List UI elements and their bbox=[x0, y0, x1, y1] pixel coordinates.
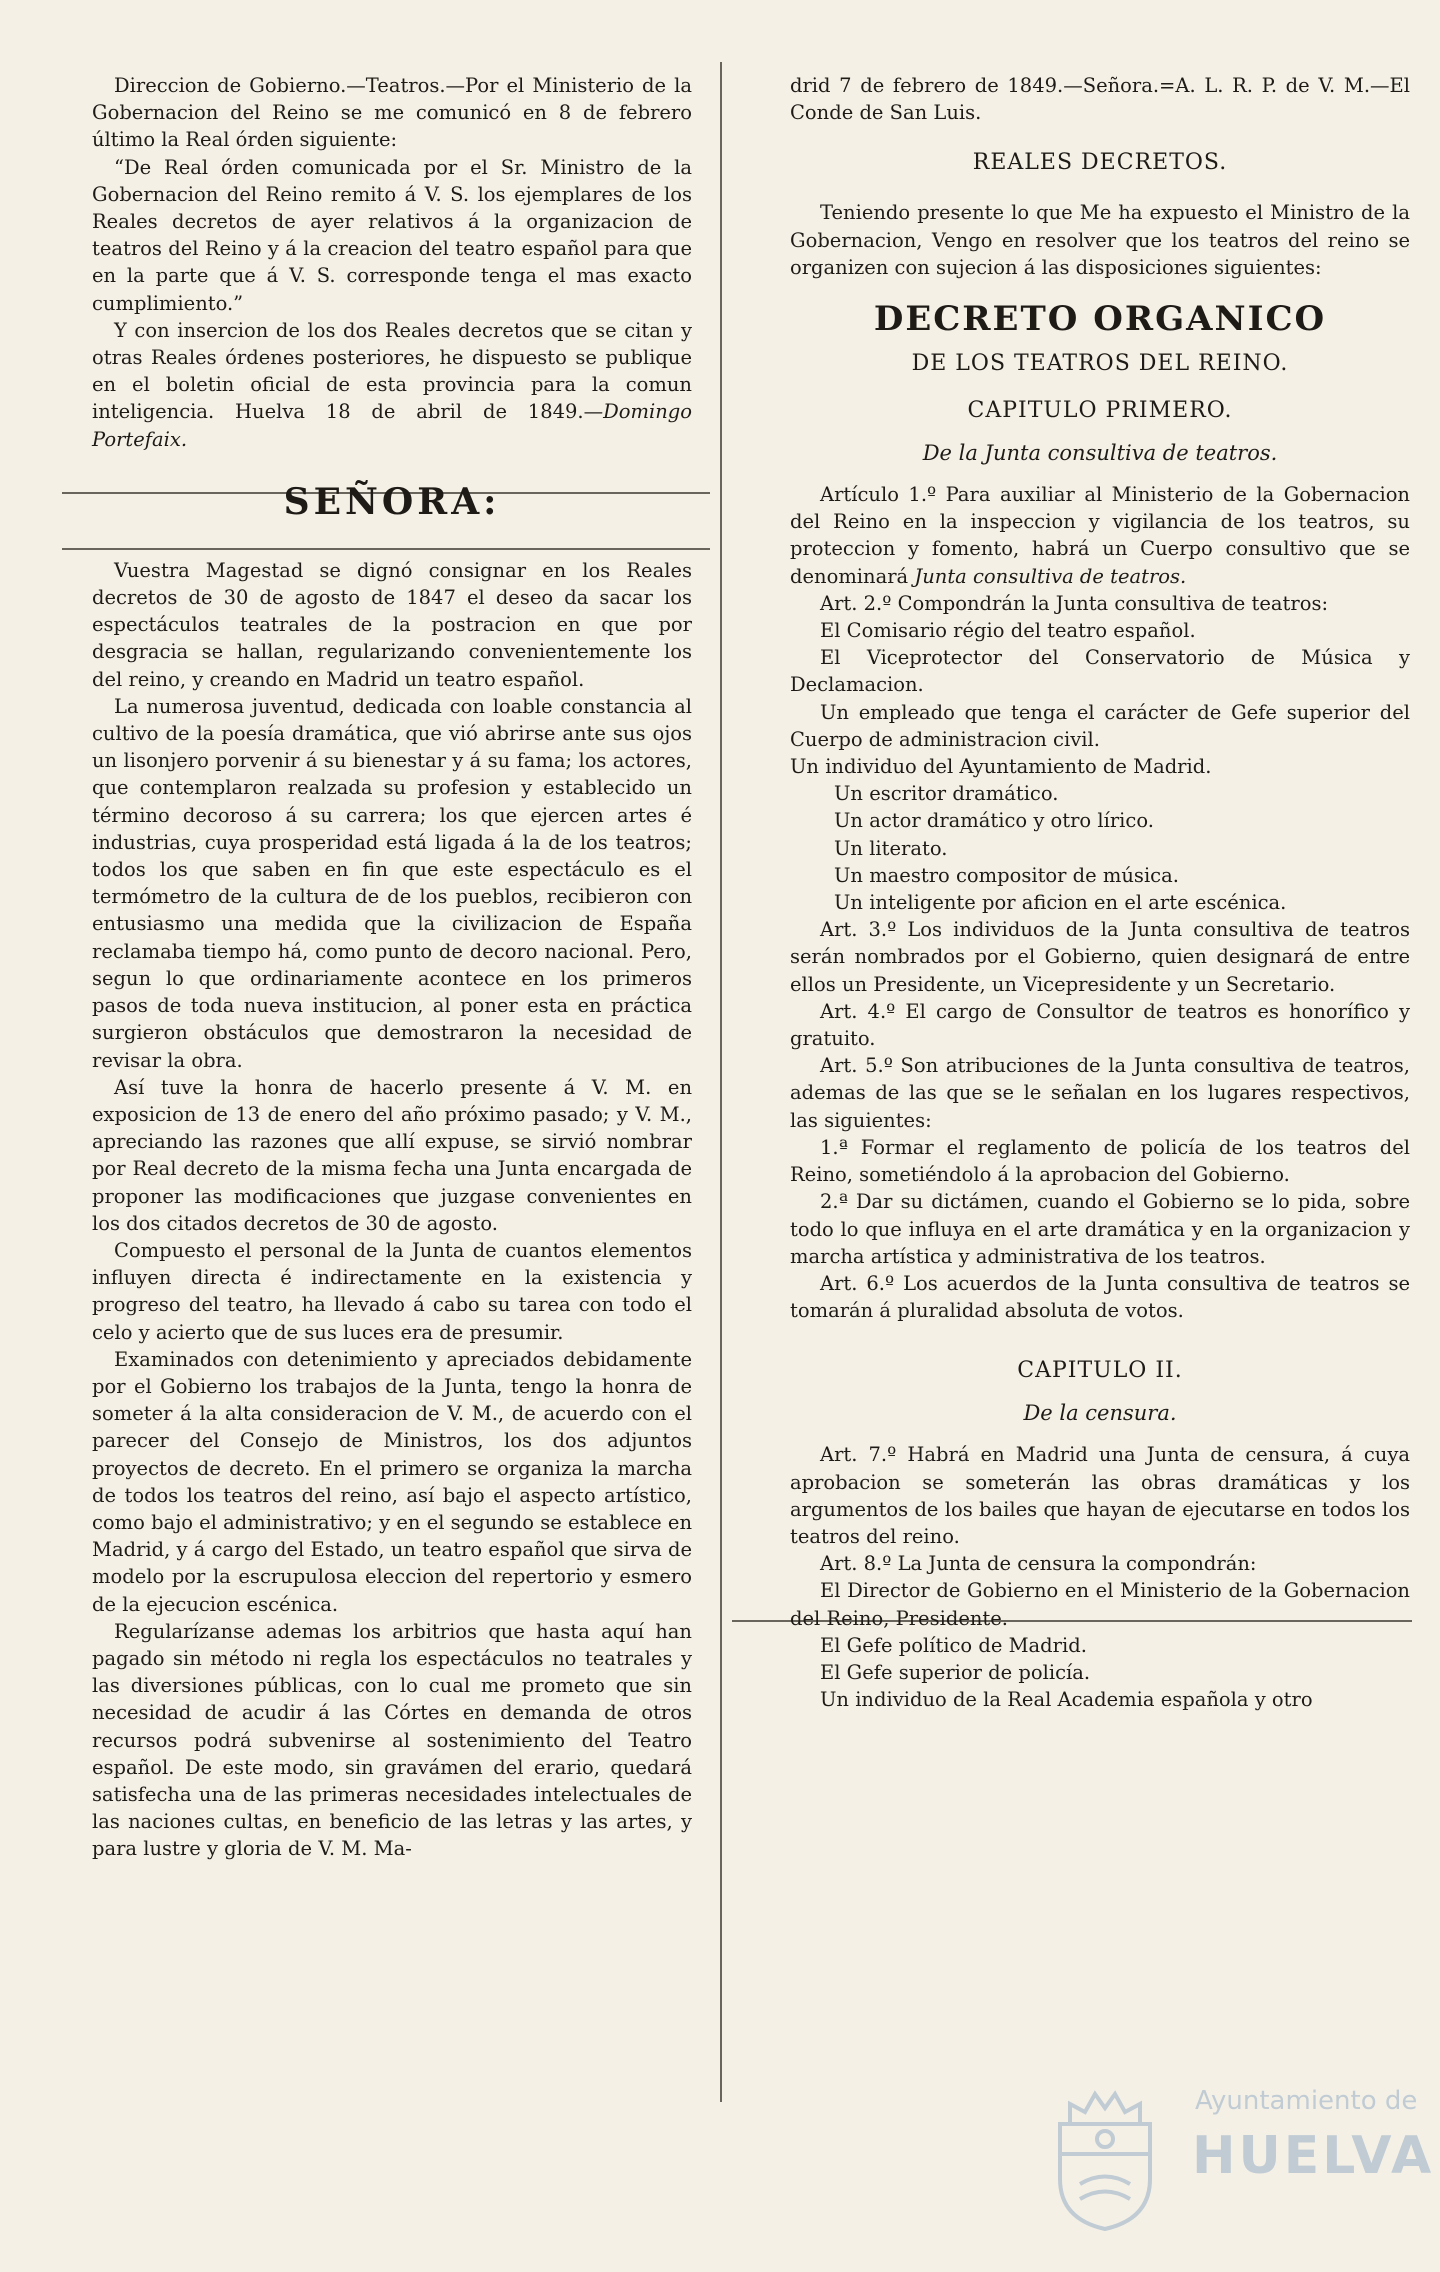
capitulo-ii-heading: CAPITULO II. bbox=[1017, 1358, 1183, 1384]
teniendo-paragraph: Teniendo presente lo que Me ha expuesto el Ministro de la Gobernacion, Vengo en resolver que los teatros del reino se organizen con sujecion á las disposiciones siguientes: bbox=[790, 201, 1410, 279]
paragraph-2: La numerosa juventud, dedicada con loable constancia al cultivo de la poesía dramática, que vió abrirse ante sus ojos un lisonjero porvenir á su bienestar y á su fama; los actores, que contemplaron realzada su profesion y establecido un término decoroso á su carrera; los que ejercen artes é industrias, cuya prosperidad está ligada á la de los teatros; todos los que saben en fin que este espectáculo es el termómetro de la cultura de de los pueblos, recibieron con entusiasmo una medida que la civilizacion de España reclamaba tiempo há, como punto de decoro nacional. Pero, segun lo que ordinariamente acontece en los primeros pasos de toda nueva institucion, al poner esta en práctica surgieron obstáculos que demostraron la necesidad de revisar la obra. bbox=[92, 694, 692, 1072]
article-4: Art. 4.º El cargo de Consultor de teatros es honorífico y gratuito. bbox=[790, 999, 1410, 1051]
member-item: El Viceprotector del Conservatorio de Música y Declamacion. bbox=[790, 646, 1410, 697]
decreto-organico-subtitle: DE LOS TEATROS DEL REINO. bbox=[911, 351, 1289, 377]
signature-portefaix: Domingo Portefaix. bbox=[92, 400, 692, 451]
continuation-text: drid 7 de febrero de 1849.—Señora.=A. L. R. P. de V. M.—El Conde de San Luis. bbox=[790, 74, 1410, 125]
member-item: Un individuo del Ayuntamiento de Madrid. bbox=[790, 755, 1212, 779]
censura-member: Un individuo de la Real Academia española y otro bbox=[820, 1688, 1313, 1712]
capitulo-primero-heading: CAPITULO PRIMERO. bbox=[967, 398, 1233, 424]
capitulo-primero-subheading: De la Junta consultiva de teatros. bbox=[922, 441, 1278, 466]
insercion-text: Y con insercion de los dos Reales decretos que se citan y otras Reales órdenes posteriores, he dispuesto se publique en el boletin oficial de esta provincia para la comun inteligencia. Huelva 18 de abril de 1849.— bbox=[92, 318, 692, 424]
member-item: Un literato. bbox=[834, 836, 948, 860]
censura-member: El Director de Gobierno en el Ministerio de la Gobernacion del Reino, Presidente. bbox=[790, 1579, 1410, 1630]
quoted-order: “De Real órden comunicada por el Sr. Ministro de la Gobernacion del Reino remito á V. S. los ejemplares de los Reales decretos de ayer relativos á la organizacion de teatros del Reino y á la creacion del teatro español para que en la parte que á V. S. corresponde tenga el mas exacto cumplimiento.” bbox=[92, 155, 692, 315]
capitulo-ii-subheading: De la censura. bbox=[1023, 1401, 1177, 1426]
paragraph-5: Examinados con detenimiento y apreciados debidamente por el Gobierno los trabajos de la Junta, tengo la honra de someter á la alta consideracion de V. M., de acuerdo con el parecer del Consejo de Ministros, los dos adjuntos proyectos de decreto. En el primero se organiza la marcha de todos los teatros del reino, así bajo el aspecto artístico, como bajo el administrativo; y en el segundo se establece en Madrid, y á cargo del Estado, un teatro español que sirva de modelo por la escrupulosa eleccion del repertorio y esmero de la ejecucion escénica. bbox=[92, 1347, 693, 1616]
senora-heading: SEÑORA: bbox=[283, 480, 501, 523]
article-8: Art. 8.º La Junta de censura la compondrán: bbox=[820, 1552, 1257, 1576]
member-item: Un actor dramático y otro lírico. bbox=[834, 809, 1154, 833]
censura-member: El Gefe superior de policía. bbox=[820, 1660, 1091, 1684]
paragraph-4: Compuesto el personal de la Junta de cuantos elementos influyen directa é indirectamente en la existencia y progreso del teatro, ha llevado á cabo su tarea con todo el celo y acierto que de sus luces era de presumir. bbox=[92, 1238, 692, 1344]
paragraph-6: Regularízanse ademas los arbitrios que hasta aquí han pagado sin método ni regla los espectáculos no teatrales y las diversiones públicas, con lo cual me prometo que sin necesidad de acudir á las Córtes en demanda de otros recursos podrá subvenirse al sostenimiento del Teatro español. De este modo, sin gravámen del erario, quedará satisfecha una de las primeras necesidades intelectuales de las naciones cultas, en beneficio de las letras y las artes, y para lustre y gloria de V. M. Ma- bbox=[92, 1619, 692, 1861]
article-5-item-1: 1.ª Formar el reglamento de policía de los teatros del Reino, sometiéndolo á la aprobacion del Gobierno. bbox=[790, 1135, 1410, 1187]
article-5-item-2: 2.ª Dar su dictámen, cuando el Gobierno se lo pida, sobre todo lo que influya en el arte dramática y en la organizacion y marcha artística y administrativa de los teatros. bbox=[790, 1190, 1410, 1268]
article-1-junta-name: Junta consultiva de teatros. bbox=[914, 564, 1187, 588]
watermark-line-1: Ayuntamiento de bbox=[1195, 2086, 1418, 2116]
paragraph-1: Vuestra Magestad se dignó consignar en los Reales decretos de 30 de agosto de 1847 el deseo da sacar los espectáculos teatrales de la postracion en que por desgracia se hallan, regularizando convenientemente los del reino, y creando en Madrid un teatro español. bbox=[92, 558, 692, 691]
censura-member: El Gefe político de Madrid. bbox=[820, 1633, 1087, 1657]
watermark-line-2: HUELVA bbox=[1192, 2126, 1435, 2186]
column-divider bbox=[720, 62, 722, 2102]
insercion-paragraph bbox=[92, 317, 692, 453]
ayuntamiento-watermark bbox=[1020, 2084, 1435, 2244]
member-item: Un maestro compositor de música. bbox=[834, 863, 1179, 887]
intro-paragraph: Direccion de Gobierno.—Teatros.—Por el Ministerio de la Gobernacion del Reino se me comunicó en 8 de febrero último la Real órden siguiente: bbox=[92, 74, 692, 152]
article-1 bbox=[790, 481, 1410, 590]
member-item: Un escritor dramático. bbox=[834, 782, 1059, 806]
member-item: Un empleado que tenga el carácter de Gefe superior del Cuerpo de administracion civil. bbox=[790, 700, 1410, 751]
reales-decretos-heading: REALES DECRETOS. bbox=[972, 150, 1228, 176]
article-1-text: Artículo 1.º Para auxiliar al Ministerio de la Gobernacion del Reino en la inspeccion y vigilancia de los teatros, su proteccion y fomento, habrá un Cuerpo consultivo que se denominará bbox=[790, 483, 1410, 588]
left-column bbox=[92, 72, 692, 1863]
paragraph-3: Así tuve la honra de hacerlo presente á V. M. en exposicion de 13 de enero del año próximo pasado; y V. M., apreciando las razones que allí expuse, se sirvió nombrar por Real decreto de la misma fecha una Junta encargada de proponer las modificaciones que juzgase convenientes en los dos citados decretos de 30 de agosto. bbox=[92, 1075, 692, 1235]
right-column bbox=[790, 72, 1410, 1713]
article-5: Art. 5.º Son atribuciones de la Junta consultiva de teatros, ademas de las que se le señalan en los lugares respectivos, las siguientes: bbox=[790, 1054, 1410, 1132]
member-item: Un inteligente por aficion en el arte escénica. bbox=[834, 891, 1287, 915]
article-7: Art. 7.º Habrá en Madrid una Junta de censura, á cuya aprobacion se someterán las obras dramáticas y los argumentos de los bailes que hayan de ejecutarse en todos los teatros del reino. bbox=[790, 1443, 1410, 1548]
coat-of-arms-icon bbox=[1040, 2084, 1170, 2234]
member-item: El Comisario régio del teatro español. bbox=[820, 619, 1196, 643]
decreto-organico-title: DECRETO ORGANICO bbox=[873, 299, 1327, 340]
article-2: Art. 2.º Compondrán la Junta consultiva de teatros: bbox=[820, 591, 1329, 615]
article-6: Art. 6.º Los acuerdos de la Junta consultiva de teatros se tomarán á pluralidad absoluta de votos. bbox=[790, 1271, 1410, 1323]
article-3: Art. 3.º Los individuos de la Junta consultiva de teatros serán nombrados por el Gobierno, quien designará de entre ellos un Presidente, un Vicepresidente y un Secretario. bbox=[790, 918, 1410, 996]
